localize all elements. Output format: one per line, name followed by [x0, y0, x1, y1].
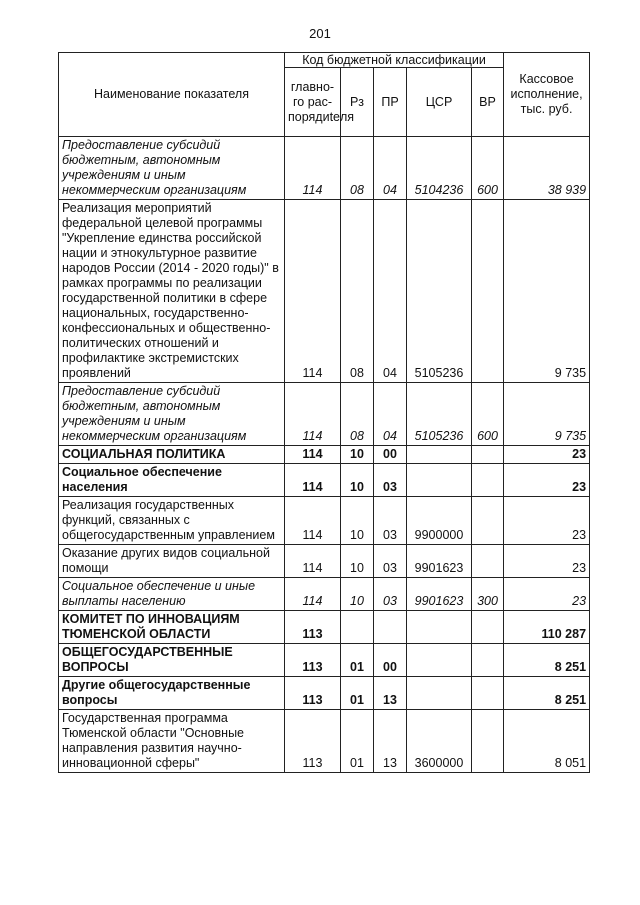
cell-rz: [341, 611, 374, 644]
cell-amount: 8 251: [504, 644, 590, 677]
cell-csr: 9900000: [407, 497, 472, 545]
cell-amount: 23: [504, 446, 590, 464]
budget-table: [58, 52, 590, 773]
cell-pr: 13: [374, 677, 407, 710]
cell-name: СОЦИАЛЬНАЯ ПОЛИТИКА: [59, 446, 285, 464]
cell-name: КОМИТЕТ ПО ИННОВАЦИЯМ ТЮМЕНСКОЙ ОБЛАСТИ: [59, 611, 285, 644]
cell-name: Реализация государственных функций, связанных с общегосударственным управлением: [59, 497, 285, 545]
cell-name: Предоставление субсидий бюджетным, автономным учреждениям и иным некоммерческим организациям: [59, 137, 285, 200]
cell-name: Государственная программа Тюменской области "Основные направления развития научно-инновационной сферы": [59, 710, 285, 773]
cell-rz: 10: [341, 464, 374, 497]
cell-rz: 08: [341, 200, 374, 383]
cell-pr: 04: [374, 137, 407, 200]
cell-csr: 9901623: [407, 545, 472, 578]
cell-name: Социальное обеспечение населения: [59, 464, 285, 497]
cell-amount: 110 287: [504, 611, 590, 644]
table-row: [59, 611, 590, 644]
cell-rz: 01: [341, 710, 374, 773]
cell-amount: 23: [504, 464, 590, 497]
cell-csr: 5105236: [407, 383, 472, 446]
cell-vr: [472, 545, 504, 578]
header-glav: главно-го рас-порядиteля: [285, 68, 341, 137]
cell-vr: [472, 677, 504, 710]
cell-vr: 300: [472, 578, 504, 611]
cell-vr: [472, 200, 504, 383]
cell-vr: [472, 497, 504, 545]
cell-glav: 114: [285, 497, 341, 545]
cell-name: Оказание других видов социальной помощи: [59, 545, 285, 578]
table-row: [59, 200, 590, 383]
cell-pr: 03: [374, 545, 407, 578]
cell-rz: 10: [341, 446, 374, 464]
cell-amount: 23: [504, 545, 590, 578]
cell-vr: [472, 464, 504, 497]
cell-glav: 113: [285, 644, 341, 677]
cell-glav: 114: [285, 545, 341, 578]
cell-amount: 8 051: [504, 710, 590, 773]
cell-glav: 114: [285, 137, 341, 200]
table-row: [59, 383, 590, 446]
table-row: [59, 497, 590, 545]
header-vr: ВР: [472, 68, 504, 137]
cell-pr: 04: [374, 383, 407, 446]
cell-pr: 03: [374, 464, 407, 497]
cell-glav: 113: [285, 710, 341, 773]
cell-pr: 00: [374, 446, 407, 464]
table-row: [59, 578, 590, 611]
cell-vr: [472, 644, 504, 677]
cell-csr: 3600000: [407, 710, 472, 773]
table-body: [59, 137, 590, 773]
cell-csr: 9901623: [407, 578, 472, 611]
cell-csr: 5105236: [407, 200, 472, 383]
cell-glav: 114: [285, 446, 341, 464]
header-pr: ПР: [374, 68, 407, 137]
cell-amount: 9 735: [504, 200, 590, 383]
header-name: Наименование показателя: [59, 53, 285, 137]
cell-glav: 114: [285, 383, 341, 446]
cell-rz: 08: [341, 383, 374, 446]
header-code-group: Код бюджетной классификации: [285, 53, 504, 68]
cell-pr: 04: [374, 200, 407, 383]
table-row: [59, 137, 590, 200]
table-row: [59, 710, 590, 773]
table-row: [59, 446, 590, 464]
header-csr: ЦСР: [407, 68, 472, 137]
cell-amount: 23: [504, 497, 590, 545]
cell-amount: 23: [504, 578, 590, 611]
cell-pr: 03: [374, 578, 407, 611]
cell-csr: [407, 677, 472, 710]
table-row: [59, 644, 590, 677]
table-row: [59, 545, 590, 578]
cell-vr: 600: [472, 383, 504, 446]
cell-csr: 5104236: [407, 137, 472, 200]
cell-name: Реализация мероприятий федеральной целевой программы "Укрепление единства российской нации и этнокультурное развитие народов России (2014 - 2020 годы)" в рамках программы по реализации государственной политики в сфере национальных, государственно-конфессиональных и общественно-политических отношений и профилактике экстремистских проявлений: [59, 200, 285, 383]
header-rz: Рз: [341, 68, 374, 137]
cell-glav: 113: [285, 677, 341, 710]
cell-name: Социальное обеспечение и иные выплаты населению: [59, 578, 285, 611]
cell-pr: [374, 611, 407, 644]
cell-pr: 00: [374, 644, 407, 677]
page-number: 201: [309, 26, 331, 41]
cell-name: Другие общегосударственные вопросы: [59, 677, 285, 710]
cell-glav: 114: [285, 464, 341, 497]
cell-rz: 08: [341, 137, 374, 200]
cell-vr: 600: [472, 137, 504, 200]
cell-name: ОБЩЕГОСУДАРСТВЕННЫЕ ВОПРОСЫ: [59, 644, 285, 677]
cell-vr: [472, 611, 504, 644]
cell-pr: 13: [374, 710, 407, 773]
cell-name: Предоставление субсидий бюджетным, автономным учреждениям и иным некоммерческим организациям: [59, 383, 285, 446]
cell-glav: 114: [285, 578, 341, 611]
cell-vr: [472, 710, 504, 773]
cell-rz: 10: [341, 545, 374, 578]
cell-amount: 9 735: [504, 383, 590, 446]
cell-csr: [407, 644, 472, 677]
cell-amount: 8 251: [504, 677, 590, 710]
cell-rz: 01: [341, 644, 374, 677]
cell-amount: 38 939: [504, 137, 590, 200]
cell-csr: [407, 611, 472, 644]
cell-csr: [407, 464, 472, 497]
cell-glav: 114: [285, 200, 341, 383]
cell-rz: 10: [341, 497, 374, 545]
cell-rz: 10: [341, 578, 374, 611]
table-row: [59, 677, 590, 710]
table-row: [59, 464, 590, 497]
cell-csr: [407, 446, 472, 464]
cell-rz: 01: [341, 677, 374, 710]
cell-glav: 113: [285, 611, 341, 644]
cell-pr: 03: [374, 497, 407, 545]
cell-vr: [472, 446, 504, 464]
header-amount: Кассовое исполнение, тыс. руб.: [504, 53, 590, 137]
